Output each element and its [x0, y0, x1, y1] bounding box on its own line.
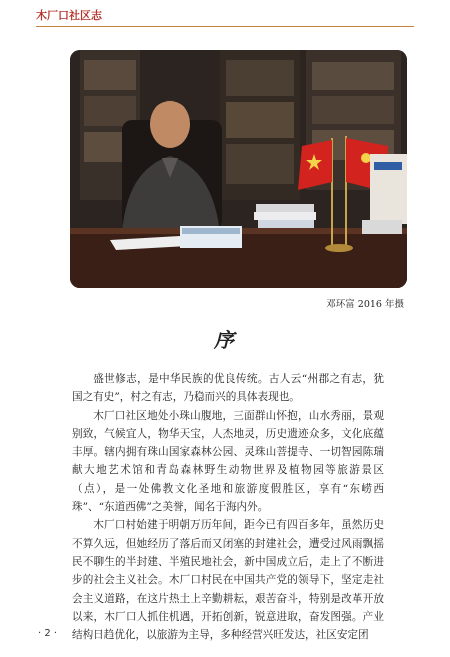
office-scene-illustration	[70, 50, 407, 288]
portrait-photo	[70, 50, 407, 288]
section-title: 序	[214, 328, 236, 352]
preface-body	[72, 370, 384, 644]
book-title: 木厂口社区志	[36, 9, 102, 22]
paragraph: 木厂口社区地处小珠山腹地，三面群山怀抱，山水秀丽，景观别致，气候宜人，物华天宝，人杰地灵，历史遗迹众多，文化底蕴丰厚。辖内拥有珠山国家森林公园、灵珠山菩提寺、一切智园陈瑞献大地艺术馆和青岛森林野生动物世界及植物园等旅游景区（点），是一处佛教文化圣地和旅游度假胜区，享有“东崂西珠”、“东道西佛”之美誉，闻名于海内外。	[72, 409, 384, 514]
photo-caption: 邓环富 2016 年摄	[326, 299, 404, 310]
page-number: · 2 ·	[38, 628, 58, 639]
running-header	[0, 0, 450, 28]
header-rule	[36, 26, 414, 27]
paragraph: 木厂口村始建于明朝万历年间，距今已有四百多年，虽然历史不算久远，但她经历了落后而又闭塞的封建社会，遭受过风雨飘摇民不聊生的半封建、半殖民地社会，新中国成立后，走上了不断进步的社会主义社会。木厂口村民在中国共产党的领导下，坚定走社会主义道路，在这片热土上辛勤耕耘，艰苦奋斗，特别是改革开放以来，木厂口人抓住机遇，开拓创新，锐意进取，奋发图强。产业结构日趋优化，以旅游为主导，多种经营兴旺发达，社区安定团	[72, 519, 384, 642]
paragraph: 盛世修志，是中华民族的优良传统。古人云“州郡之有志，犹国之有史”，村之有志，乃稳而兴的具体表现也。	[72, 373, 384, 404]
